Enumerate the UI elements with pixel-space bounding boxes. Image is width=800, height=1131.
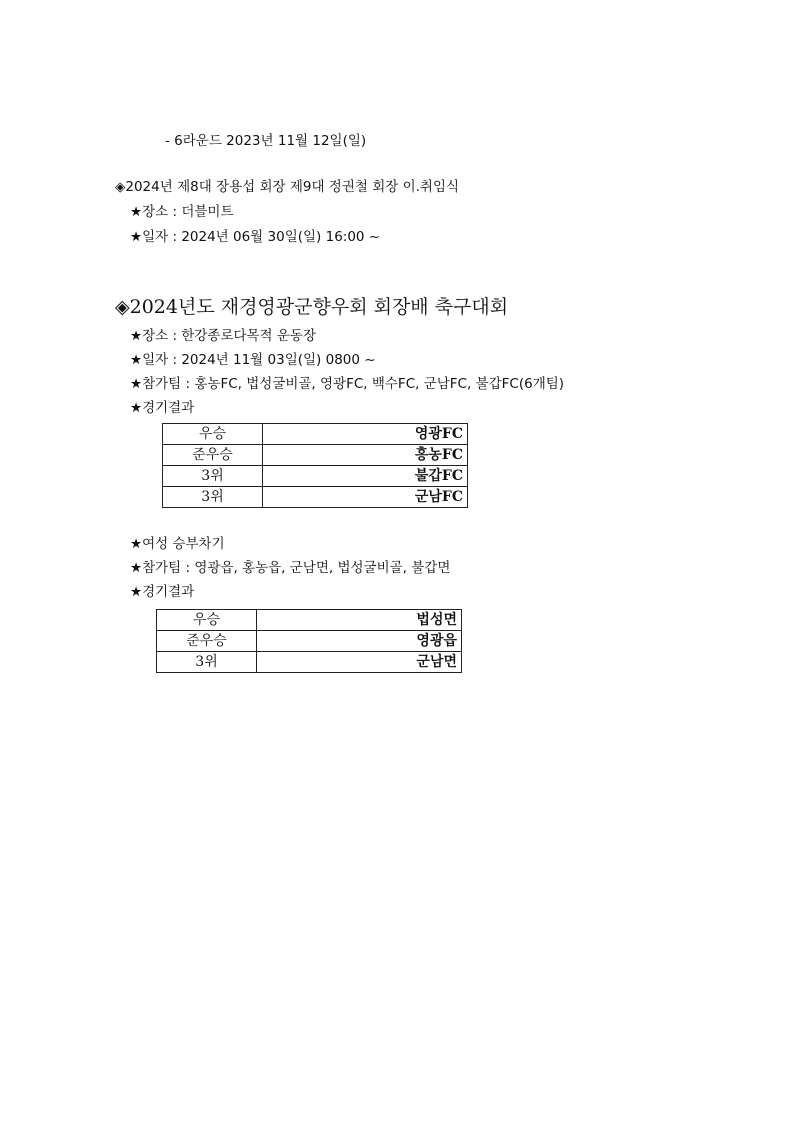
team-cell: 영광FC (263, 424, 468, 445)
section1-place: ★장소 : 더블미트 (130, 204, 234, 220)
rank-cell: 3위 (163, 487, 263, 508)
rank-cell: 3위 (157, 652, 257, 673)
rank-cell: 우승 (157, 610, 257, 631)
team-cell: 영광읍 (257, 631, 462, 652)
section2-place: ★장소 : 한강종로다목적 운동장 (130, 328, 317, 344)
section2-teams: ★참가팀 : 홍농FC, 법성굴비골, 영광FC, 백수FC, 군남FC, 불갑FC(6개팀) (130, 376, 565, 392)
rank-cell: 준우승 (157, 631, 257, 652)
section3-results-table (156, 609, 462, 673)
team-cell: 불갑FC (263, 466, 468, 487)
team-cell: 군남FC (263, 487, 468, 508)
section3-results-label: ★경기결과 (130, 584, 195, 600)
section1-title: ◈2024년 제8대 장용섭 회장 제9대 정권철 회장 이.취임식 (115, 179, 460, 195)
round-line: - 6라운드 2023년 11월 12일(일) (165, 133, 367, 149)
table-row (157, 610, 462, 631)
section2-results-table (162, 423, 468, 508)
team-cell: 홍농FC (263, 445, 468, 466)
table-row (163, 445, 468, 466)
table-row (157, 652, 462, 673)
section2-results-label: ★경기결과 (130, 400, 195, 416)
team-cell: 군남면 (257, 652, 462, 673)
rank-cell: 3위 (163, 466, 263, 487)
table-row (163, 424, 468, 445)
rank-cell: 준우승 (163, 445, 263, 466)
team-cell: 법성면 (257, 610, 462, 631)
section3-teams: ★참가팀 : 영광읍, 홍농읍, 군남면, 법성굴비골, 불갑면 (130, 560, 451, 576)
table-row (157, 631, 462, 652)
table-row (163, 466, 468, 487)
section2-date: ★일자 : 2024년 11월 03일(일) 0800 ~ (130, 352, 376, 368)
rank-cell: 우승 (163, 424, 263, 445)
section1-date: ★일자 : 2024년 06월 30일(일) 16:00 ~ (130, 229, 381, 245)
section2-title: ◈2024년도 재경영광군향우회 회장배 축구대회 (115, 296, 509, 318)
section3-title: ★여성 승부차기 (130, 536, 225, 552)
table-row (163, 487, 468, 508)
